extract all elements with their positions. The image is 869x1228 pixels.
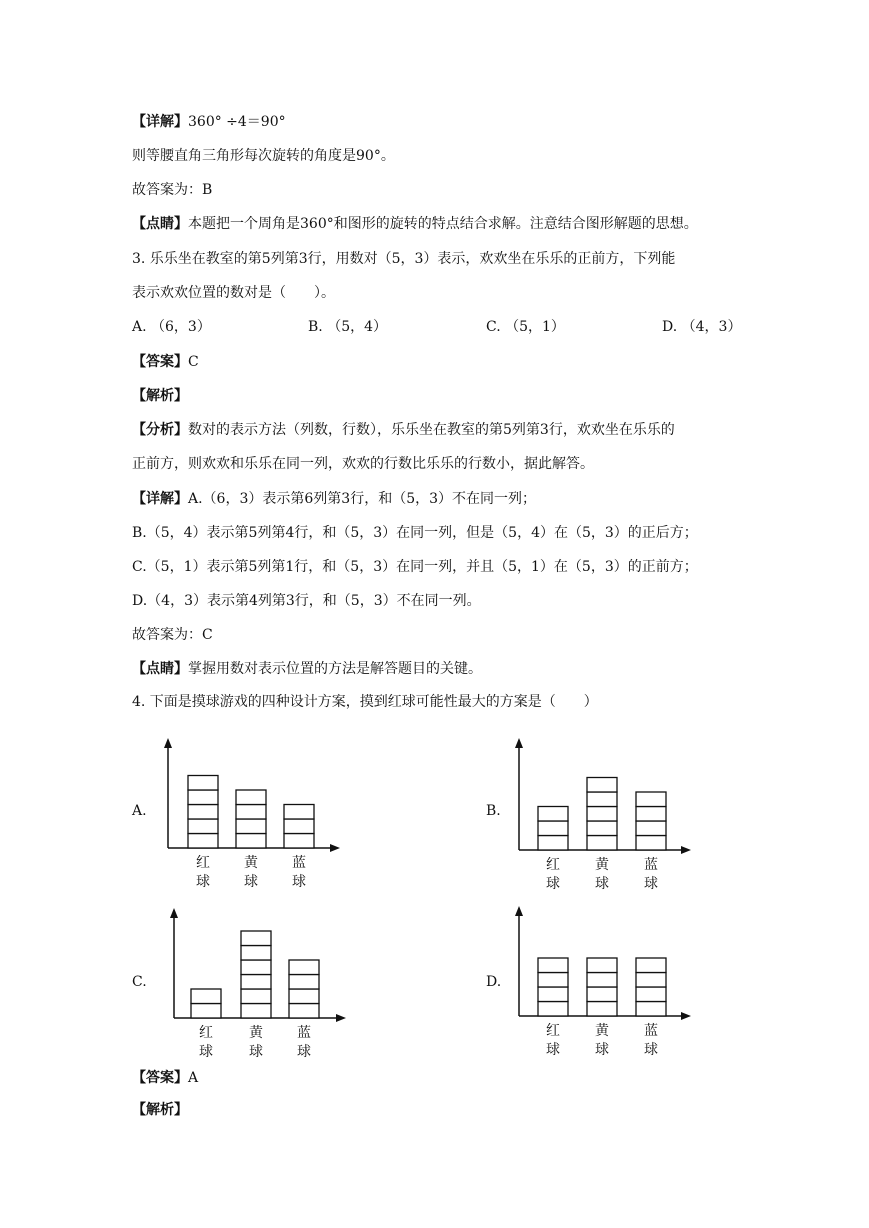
y-axis-arrow [164,738,172,748]
section-tag: 【点睛】 [132,661,188,677]
category-label: 球 [249,1044,263,1060]
category-label: 球 [595,876,609,892]
line-text: 故答案为：B [132,182,213,198]
bar-box [587,958,617,973]
line-text: D.（4，3）表示第4列第3行，和（5，3）不在同一列。 [132,593,481,609]
bar-box [241,960,271,975]
bar-box [284,819,314,834]
line-text: 360° ÷4＝90° [188,114,286,130]
bar-box [284,834,314,849]
category-label: 球 [196,874,210,890]
bar-box [241,931,271,946]
q3-option-a: A. （6，3） [132,319,211,335]
y-axis-arrow [170,908,178,918]
bar-box [236,805,266,820]
bar-box [538,973,568,988]
bar-box [538,821,568,836]
category-label: 红 [196,855,210,871]
bar-box [636,958,666,973]
bar-box [191,1004,221,1019]
category-label: 球 [546,1042,560,1058]
x-axis-arrow [330,844,340,852]
section-tag: 【解析】 [132,1102,188,1118]
chart-option-label: B. [486,803,501,819]
bar-box [587,792,617,807]
bar-box [587,807,617,822]
bar-box [636,821,666,836]
category-label: 蓝 [292,855,306,871]
bar-box [241,946,271,961]
bar-box [289,960,319,975]
section-tag: 【答案】 [132,354,188,370]
category-label: 蓝 [644,1023,658,1039]
bar-box [236,819,266,834]
bar-box [191,989,221,1004]
bar-box [538,836,568,851]
x-axis-arrow [681,846,691,854]
category-label: 黄 [595,1023,609,1039]
category-label: 球 [595,1042,609,1058]
bar-box [188,819,218,834]
bar-box [636,987,666,1002]
q3-option-c: C. （5，1） [486,319,565,335]
bar-box [538,807,568,822]
bar-box [587,821,617,836]
bar-box [284,805,314,820]
bar-box [289,975,319,990]
y-axis-arrow [515,906,523,916]
bar-box [636,807,666,822]
bar-box [587,1002,617,1017]
section-tag: 【分析】 [132,422,188,438]
line-text: 表示欢欢位置的数对是（ ）。 [132,285,335,301]
bar-box [188,805,218,820]
bar-box [289,989,319,1004]
bar-box [188,790,218,805]
line-text: 数对的表示方法（列数，行数），乐乐坐在教室的第5列第3行，欢欢坐在乐乐的 [188,422,675,438]
bar-box [241,1004,271,1019]
category-label: 球 [199,1044,213,1060]
bar-box [236,790,266,805]
category-label: 黄 [249,1025,263,1041]
bar-box [188,776,218,791]
line-text: B.（5，4）表示第5列第4行，和（5，3）在同一列，但是（5，4）在（5，3）的正后方； [132,525,698,541]
category-label: 红 [546,1023,560,1039]
section-tag: 【答案】 [132,1070,188,1086]
line-text: 掌握用数对表示位置的方法是解答题目的关键。 [188,661,482,677]
line-text: 故答案为：C [132,627,213,643]
line-text: 正前方，则欢欢和乐乐在同一列，欢欢的行数比乐乐的行数小，据此解答。 [132,456,594,472]
category-label: 红 [199,1025,213,1041]
section-tag: 【解析】 [132,388,188,404]
bar-box [587,987,617,1002]
chart-option-label: D. [486,974,502,990]
text-line [132,1068,198,1088]
line-text: 则等腰直角三角形每次旋转的角度是90°。 [132,148,395,164]
x-axis-arrow [681,1012,691,1020]
bar-box [636,973,666,988]
category-label: 黄 [244,855,258,871]
line-text: A.（6，3）表示第6列第3行，和（5，3）不在同一列； [188,491,537,507]
bar-box [241,975,271,990]
category-label: 球 [297,1044,311,1060]
chart-option-label: A. [132,803,147,819]
bar-box [636,1002,666,1017]
y-axis-arrow [515,738,523,748]
q3-option-b: B. （5，4） [308,319,388,335]
bar-box [289,1004,319,1019]
chart-option-label: C. [132,974,147,990]
line-text: A [188,1070,199,1086]
category-label: 球 [644,1042,658,1058]
bar-box [587,973,617,988]
bar-box [636,836,666,851]
category-label: 黄 [595,857,609,873]
category-label: 蓝 [297,1025,311,1041]
category-label: 红 [546,857,560,873]
bar-box [636,792,666,807]
bar-box [587,836,617,851]
text-line [132,1100,188,1120]
category-label: 球 [546,876,560,892]
line-text: C [188,354,199,370]
line-text: 4. 下面是摸球游戏的四种设计方案，摸到红球可能性最大的方案是（ ） [132,694,598,710]
bar-box [188,834,218,849]
line-text: 本题把一个周角是360°和图形的旋转的特点结合求解。注意结合图形解题的思想。 [188,216,698,232]
category-label: 球 [244,874,258,890]
bar-box [538,958,568,973]
line-text: 3. 乐乐坐在教室的第5列第3行，用数对（5，3）表示，欢欢坐在乐乐的正前方，下列能 [132,251,676,267]
category-label: 球 [644,876,658,892]
category-label: 球 [292,874,306,890]
q3-option-d: D. （4，3） [662,319,742,335]
section-tag: 【点睛】 [132,216,188,232]
bar-box [236,834,266,849]
bar-box [538,1002,568,1017]
category-label: 蓝 [644,857,658,873]
bar-box [587,778,617,793]
section-tag: 【详解】 [132,491,188,507]
x-axis-arrow [336,1014,346,1022]
bar-box [241,989,271,1004]
line-text: C.（5，1）表示第5列第1行，和（5，3）在同一列，并且（5，1）在（5，3）的正前方； [132,559,698,575]
section-tag: 【详解】 [132,114,188,130]
bar-box [538,987,568,1002]
